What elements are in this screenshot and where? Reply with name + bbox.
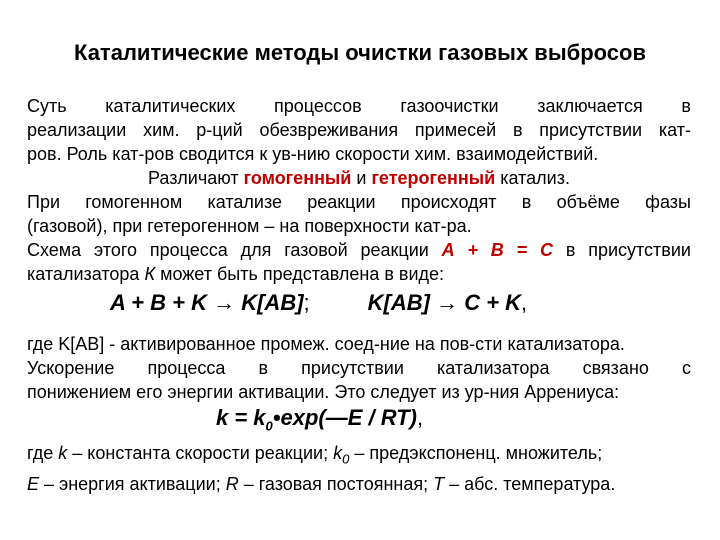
paragraph-line: реализации хим. р-ций обезвреживания примесей в присутствии кат- [27,120,691,140]
definitions-line-2: E – энергия активации; R – газовая постоянная; T – абс. температура. [27,473,616,494]
heterogeneous-term: гетерогенный [371,168,496,188]
catalysis-types-line: Различают гомогенный и гетерогенный катализ. [148,168,570,188]
definitions-line-1: где k – константа скорости реакции; $k_0$ – предэкспоненц. множитель; [27,443,603,467]
paragraph-line: понижением его энергии активации. Это следует из ур-ния Аррениуса: [27,382,620,402]
reaction-formula: А + В = С [441,240,553,260]
homogeneous-term: гомогенный [243,168,352,188]
scheme-line-2: катализатора К может быть представлена в виде: [27,264,445,284]
reaction-scheme-equation: A + B + K → K[AB]; K[AB] → C + K, [110,290,528,315]
arrhenius-equation: $k = k_0•\exp(—E / RT)$, [216,405,424,434]
page-title: Каталитические методы очистки газовых выбросов [74,40,646,65]
paragraph-line: Ускорение процесса в присутствии катализатора связано с [27,358,691,378]
text-block-2 [27,332,691,404]
paragraph-line: Суть каталитических процессов газоочистки заключается в [27,96,691,116]
paragraph-line: При гомогенном катализе реакции происходят в объёме фазы [27,192,691,212]
paragraph-line: (газовой), при гетерогенном – на поверхности кат-ра. [27,216,472,236]
scheme-line: Схема этого процесса для газовой реакции А + В = С в присутствии [27,240,691,260]
equation-step-1: A + B + K → K[AB] [110,290,304,315]
text-block-3 [27,441,691,496]
text-block-1 [27,94,691,286]
paragraph-line: ров. Роль кат-ров сводится к ув-нию скорости хим. взаимодействий. [27,144,599,164]
catalyst-symbol: К [144,264,156,284]
paragraph-line: где K[AB] - активированное промеж. соед-ние на пов-сти катализатора. [27,334,625,354]
equation-step-2: K[AB] → C + K [367,290,522,315]
